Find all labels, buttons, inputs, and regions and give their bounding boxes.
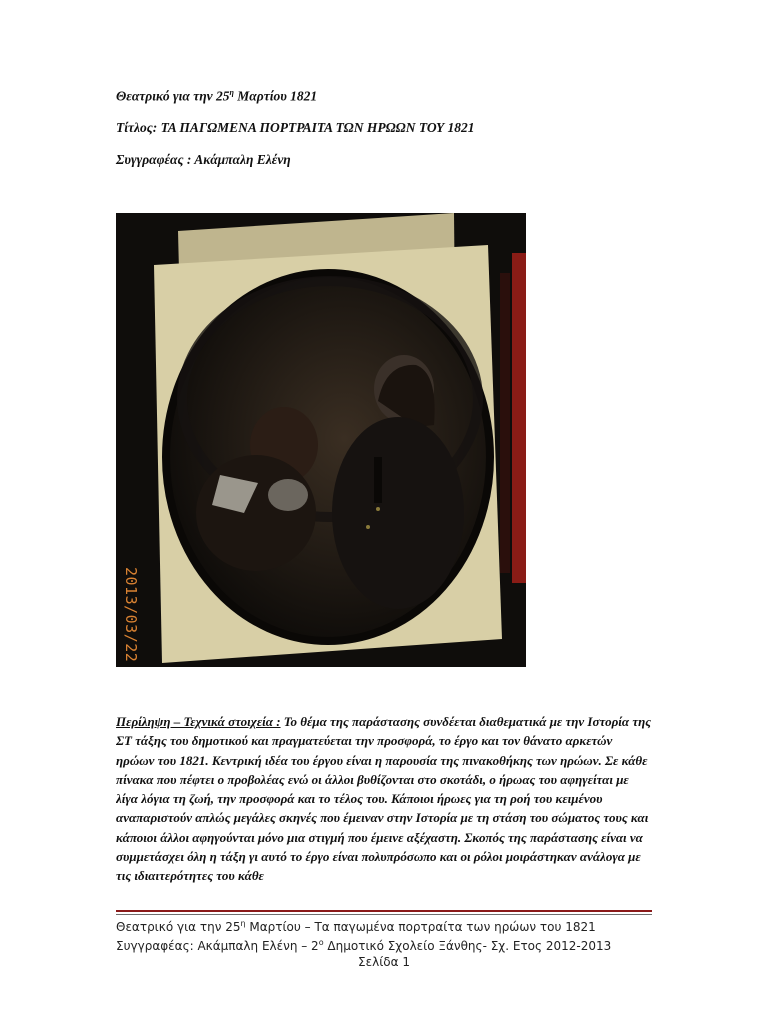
- photo-date-stamp: 2013/03/22: [122, 567, 140, 663]
- page-number: Σελίδα 1: [358, 955, 410, 969]
- page-footer: [116, 916, 652, 970]
- footer-rule-thin: [116, 914, 652, 915]
- footer-author-line: Συγγραφέας: Ακάμπαλη Ελένη – $2^o$ Δημοτικό Σχολείο Ξάνθης- Σχ. Ετος 2012-2013: [116, 938, 612, 953]
- play-title-heading: Τίτλος: ΤΑ ΠΑΓΩΜΕΝΑ ΠΟΡΤΡΑΙΤΑ ΤΩΝ ΗΡΩΩΝ ΤΟΥ 1821: [116, 120, 475, 135]
- summary-paragraph: [116, 712, 652, 905]
- author-heading: Συγγραφέας : Ακάμπαλη Ελένη: [116, 152, 291, 167]
- footer-play-line: Θεατρικό για την $25^\eta$ Μαρτίου – Τα παγωμένα πορτραίτα των ηρώων του 1821: [116, 919, 596, 934]
- summary-label: Περίληψη – Τεχνικά στοιχεία :: [116, 714, 281, 729]
- summary-text: Το θέμα της παράστασης συνδέεται διαθεματικά με την Ιστορία της ΣΤ τάξης του δημοτικού και πραγματεύεται την προσφορά, το έργο και τον θάνατο αρκετών ηρώων του 1821. Κεντρική ιδέα του έργου είναι η παρουσία της πινακοθήκης των ηρώων. Σε κάθε πίνακα που πέφτει ο προβολέας ενώ οι άλλοι βυθίζονται στο σκοτάδι, ο ήρωας του αφηγείται με λίγα λόγια τη ζωή, την προσφορά και το τέλος του. Κάποιοι ήρωες για τη ροή του κειμένου αναπαριστούν απλώς μεγάλες σκηνές που έμειναν στην Ιστορία με τη στάση του σώματος τους και κάποιοι άλλοι αφηγούνται μόνο μια στιγμή που έμεινε αξέχαστη. Σκοπός της παράστασης είναι να συμμετάσχει όλη η τάξη γι αυτό το έργο είναι πολυπρόσωπο και οι ρόλοι μοιράστηκαν ανάλογα με τις ιδιαιτερότητες του κάθε: [116, 714, 652, 884]
- stage-photo: [116, 213, 526, 667]
- stage-photo-scene: [116, 213, 526, 667]
- footer-rule-thick: [116, 910, 652, 912]
- play-occasion-heading: Θεατρικό για την $25^\eta$ Μαρτίου 1821: [116, 88, 318, 104]
